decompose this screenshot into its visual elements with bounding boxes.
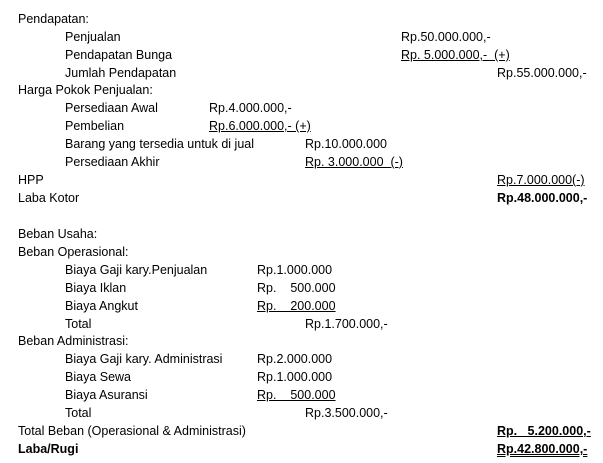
label-biaya-asuransi: Biaya Asuransi bbox=[65, 388, 148, 402]
label-barang-tersedia: Barang yang tersedia untuk di jual bbox=[65, 137, 255, 151]
value-biaya-gaji-penjualan: Rp.1.000.000 bbox=[257, 263, 333, 277]
value-persediaan-awal: Rp.4.000.000,- bbox=[209, 101, 292, 115]
label-jumlah-pendapatan: Jumlah Pendapatan bbox=[65, 66, 177, 80]
value-penjualan: Rp.50.000.000,- bbox=[401, 30, 491, 44]
label-biaya-angkut: Biaya Angkut bbox=[65, 299, 138, 313]
label-biaya-gaji-administrasi: Biaya Gaji kary. Administrasi bbox=[65, 352, 223, 366]
label-total-beban: Total Beban (Operasional & Administrasi) bbox=[18, 424, 246, 438]
value-laba-kotor: Rp.48.000.000,- bbox=[497, 191, 588, 205]
value-biaya-angkut: Rp. 200.000 bbox=[257, 299, 336, 313]
value-pembelian: Rp.6.000.000,- (+) bbox=[209, 119, 311, 133]
value-biaya-iklan: Rp. 500.000 bbox=[257, 281, 336, 295]
label-biaya-sewa: Biaya Sewa bbox=[65, 370, 132, 384]
section-header-beban-usaha: Beban Usaha: bbox=[18, 227, 98, 241]
value-hpp: Rp.7.000.000(-) bbox=[497, 173, 585, 187]
value-laba-rugi: Rp.42.800.000,- bbox=[497, 442, 588, 456]
value-total-administrasi: Rp.3.500.000,- bbox=[305, 406, 388, 420]
label-penjualan: Penjualan bbox=[65, 30, 121, 44]
label-laba-kotor: Laba Kotor bbox=[18, 191, 80, 205]
section-header-beban-operasional: Beban Operasional: bbox=[18, 245, 129, 259]
label-persediaan-awal: Persediaan Awal bbox=[65, 101, 158, 115]
value-pendapatan-bunga: Rp. 5.000.000,- (+) bbox=[401, 48, 510, 62]
label-biaya-iklan: Biaya Iklan bbox=[65, 281, 127, 295]
value-biaya-asuransi: Rp. 500.000 bbox=[257, 388, 336, 402]
label-pendapatan-bunga: Pendapatan Bunga bbox=[65, 48, 173, 62]
section-header-pendapatan: Pendapatan: bbox=[18, 12, 89, 26]
section-header-beban-administrasi: Beban Administrasi: bbox=[18, 334, 129, 348]
value-biaya-sewa: Rp.1.000.000 bbox=[257, 370, 333, 384]
value-total-operasional: Rp.1.700.000,- bbox=[305, 317, 388, 331]
label-laba-rugi: Laba/Rugi bbox=[18, 442, 79, 456]
value-barang-tersedia: Rp.10.000.000 bbox=[305, 137, 388, 151]
label-total-administrasi: Total bbox=[65, 406, 92, 420]
value-biaya-gaji-administrasi: Rp.2.000.000 bbox=[257, 352, 333, 366]
label-persediaan-akhir: Persediaan Akhir bbox=[65, 155, 160, 169]
value-persediaan-akhir: Rp. 3.000.000 (-) bbox=[305, 155, 403, 169]
section-header-hpp: Harga Pokok Penjualan: bbox=[18, 83, 153, 97]
value-total-beban: Rp. 5.200.000,- bbox=[497, 424, 591, 438]
label-biaya-gaji-penjualan: Biaya Gaji kary.Penjualan bbox=[65, 263, 208, 277]
label-hpp: HPP bbox=[18, 173, 44, 187]
label-pembelian: Pembelian bbox=[65, 119, 125, 133]
value-jumlah-pendapatan: Rp.55.000.000,- bbox=[497, 66, 587, 80]
label-total-operasional: Total bbox=[65, 317, 92, 331]
